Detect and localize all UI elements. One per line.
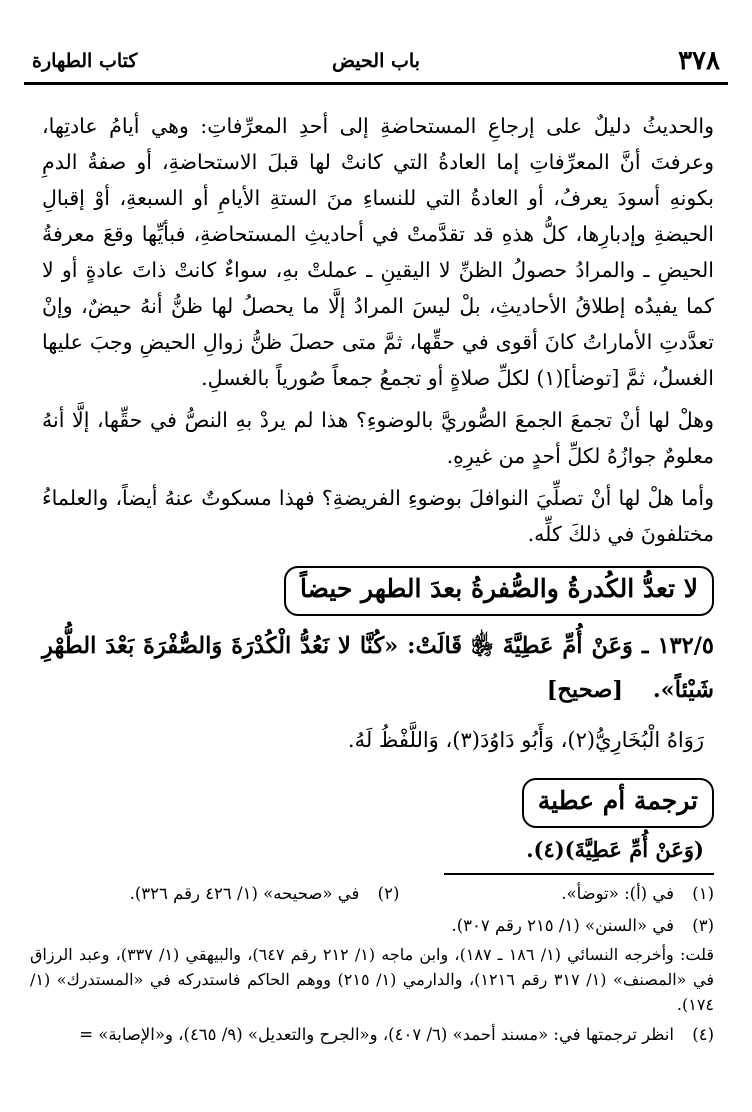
commentary-paragraph-3: وأما هلْ لها أنْ تصلِّيَ النوافلَ بوضوءِ الفريضةِ؟ فهذا مسكوتٌ عنهُ أيضاً، والعلماءُ مختلفونَ في ذلكَ كلِّه. (42, 486, 714, 546)
footnote-2 (30, 880, 399, 908)
footnote-text: في «السنن» (١/ ٢١٥ رقم ٣٠٧). (451, 916, 674, 935)
hadith-grade: [صحيح] (546, 677, 623, 703)
biography-text: (وَعَنْ أُمِّ عَطِيَّةَ)(٤). (526, 837, 704, 862)
section-heading-wrap (42, 566, 714, 616)
footnote-4 (30, 1021, 714, 1049)
footnote-3-note: قلت: وأخرجه النسائي (١/ ١٨٦ ـ ١٨٧)، وابن ماجه (١/ ٢١٢ رقم ٦٤٧)، والبيهقي (١/ ٣٣٧)، وعبد الرزاق في «المصنف» (١/ ٣١٧ رقم ١٢١٦)، والدارمي (١/ ٢١٥) ووهم الحاكم فاستدركه في «المستدرك» (١/ ١٧٤). (30, 945, 715, 1014)
footnote-number: (٢) (377, 884, 400, 903)
footnote-text: في «صحيحه» (١/ ٤٢٦ رقم ٣٢٦). (129, 884, 360, 903)
running-header (26, 46, 726, 80)
main-text (42, 108, 714, 870)
header-divider (24, 82, 728, 85)
footnote-number: (٣) (692, 916, 714, 935)
footnote-row-1-2 (30, 880, 714, 908)
commentary-paragraph-2: وهلْ لها أنْ تجمعَ الجمعَ الصُّوريَّ بالوضوءِ؟ هذا لم يردْ بهِ النصُّ في حقِّها، إلَّا أنهُ معلومٌ جوازُهُ لكلِّ أحدٍ من غيرِهِ. (42, 408, 714, 468)
footnotes (30, 880, 714, 1049)
biography-heading-wrap (42, 778, 714, 828)
hadith-narration: رَوَاهُ الْبُخَارِيُّ(٢)، وَأَبُو دَاوُدَ(٣)، وَاللَّفْظُ لَهُ. (347, 728, 704, 752)
footnote-1 (399, 880, 714, 908)
hadith-body: ١٣٢/٥ ـ وَعَنْ أُمِّ عَطِيَّةَ ﵂ قَالَتْ: «كُنَّا لا نَعُدُّ الْكُدْرَةَ وَالصُّفْرَةَ بَعْدَ الطُّهْرِ شَيْئاً». (42, 633, 714, 703)
footnote-text: انظر ترجمتها في: «مسند أحمد» (٦/ ٤٠٧)، و«الجرح والتعديل» (٩/ ٤٦٥)، و«الإصابة» = (79, 1025, 674, 1044)
section-heading-biography: ترجمة أم عطية (522, 778, 714, 828)
chapter-title: باب الحيض (332, 50, 420, 72)
footnote-divider (444, 873, 714, 875)
footnote-number: (١) (692, 884, 714, 903)
hadith-text (42, 624, 714, 712)
footnote-3 (30, 912, 714, 940)
section-heading-kudra: لا تعدُّ الكُدرةُ والصُّفرةُ بعدَ الطهر حيضاً (284, 566, 714, 616)
book-title: كتاب الطهارة (32, 50, 138, 72)
footnote-number: (٤) (692, 1025, 714, 1044)
commentary-paragraph-1: والحديثُ دليلٌ على إرجاعِ المستحاضةِ إلى أحدِ المعرِّفاتِ: وهي أيامُ عادتِها، وعرفتَ أنَّ المعرِّفاتِ إما العادةُ التي كانتْ لها قبلَ الاستحاضةِ، أو صفةُ الدمِ بكونهِ أسودَ يعرفُ، أو العادةُ التي للنساءِ منَ الستةِ الأيامِ أو السبعةِ، أوْ إقبالِ الحيضةِ وإدبارِها، كلُّ هذهِ قد تقدَّمتْ في أحاديثِ المستحاضةِ، فبأيِّها وقعَ معرفةُ الحيضِ ـ والمرادُ حصولُ الظنِّ لا اليقينِ ـ عملتْ بهِ، سواءٌ كانتْ ذاتَ عادةٍ أو لا كما يفيدُه إطلاقُ الأحاديثِ، بلْ ليسَ المرادُ إلَّا ما يحصلُ لها ظنُّ أنهُ حيضٌ، وإنْ تعدَّدتِ الأماراتُ كانَ أقوى في حقِّها، ثمَّ متى حصلَ ظنُّ زوالِ الحيضِ وجبَ عليها الغسلُ، ثمَّ [توضأ](١) لكلِّ صلاةٍ أو تجمعُ جمعاً صُورياً بالغسلِ. (42, 114, 714, 390)
page-number: ٣٧٨ (678, 46, 720, 76)
footnote-text: في (أ): «توضأ». (561, 884, 674, 903)
